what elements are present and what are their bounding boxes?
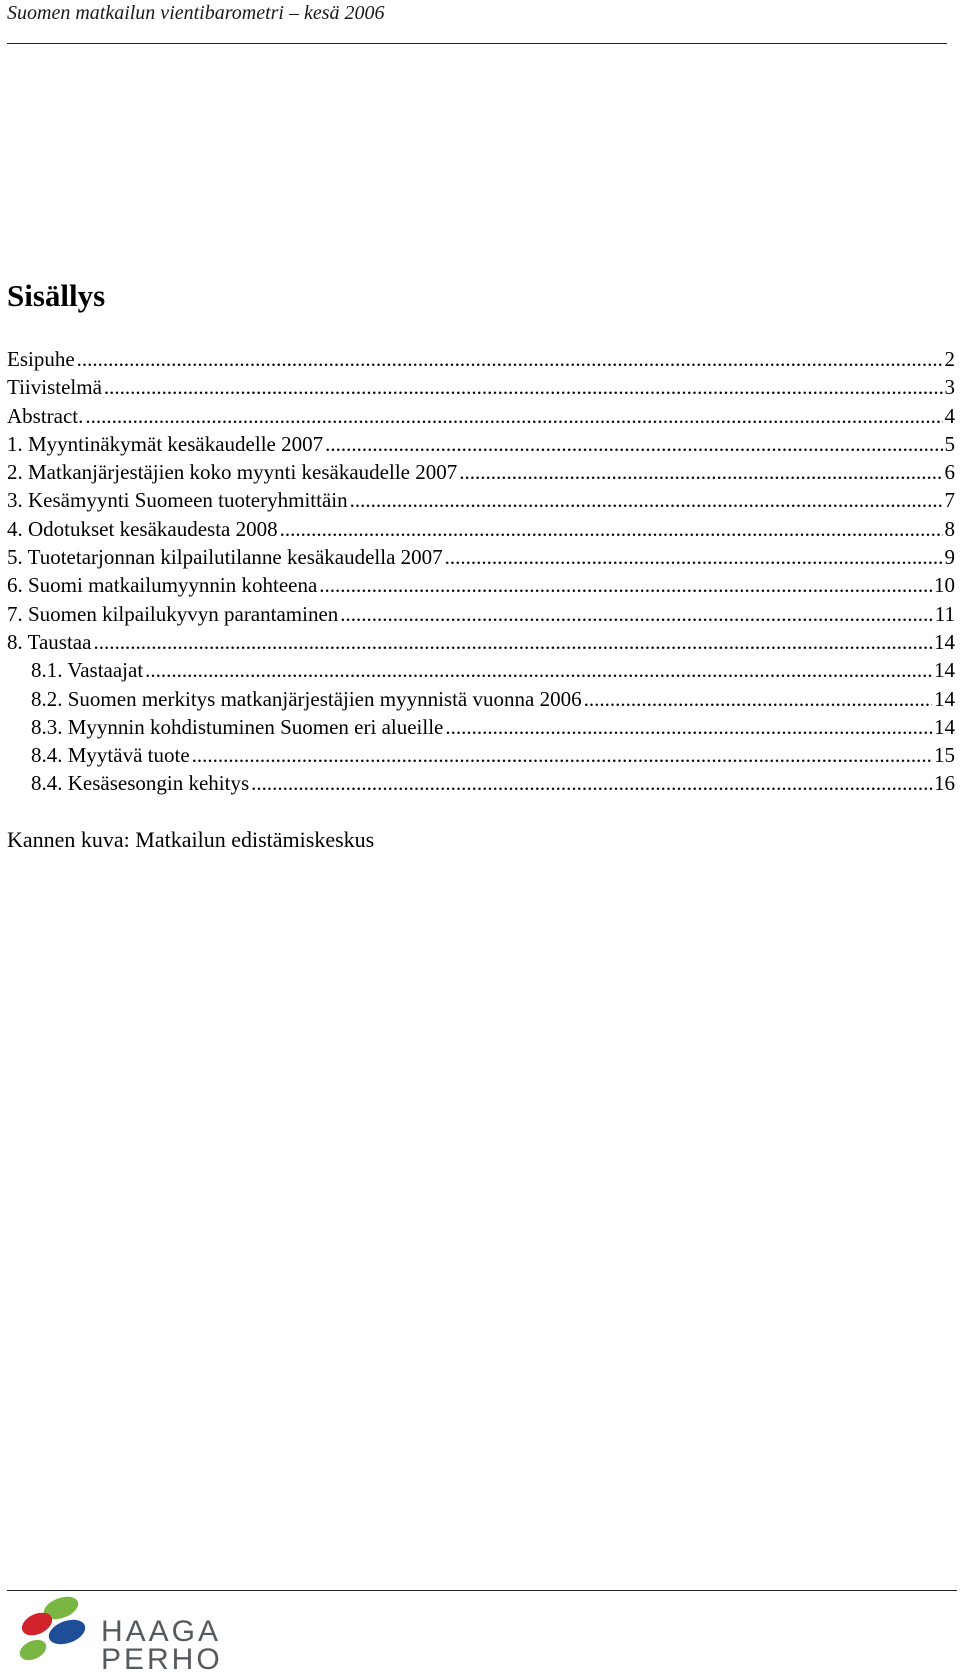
toc-entry[interactable] [7,373,955,401]
toc-entry[interactable] [7,741,955,769]
toc-entry-label: Tiivistelmä [7,375,102,400]
toc-dot-leader [445,543,943,571]
logo-text-line2: PERHO [101,1643,223,1676]
toc-entry-label: Esipuhe [7,347,75,371]
toc-entry-page-number: 14 [934,686,955,711]
toc-entry-page-number: 2 [944,347,955,371]
toc-dot-leader [280,515,943,543]
toc-entry-page-number: 8 [944,516,955,541]
cover-credit: Kannen kuva: Matkailun edistämiskeskus [7,827,375,852]
toc-entry-page-number: 14 [934,714,955,739]
toc-entry[interactable] [7,543,955,571]
toc-dot-leader [93,628,932,656]
toc-entry-page-number: 7 [944,488,955,513]
toc-dot-leader [77,345,943,373]
toc-entry[interactable] [7,486,955,514]
logo-mark-icon [17,1590,97,1667]
toc-dot-leader [319,571,932,599]
toc-entry[interactable] [7,515,955,543]
toc-entry[interactable] [7,600,955,628]
toc-entry-page-number: 5 [944,431,955,456]
toc-entry-label: 8.3. Myynnin kohdistuminen Suomen eri alueille [31,714,444,739]
toc-dot-leader [251,769,932,797]
toc-entry-page-number: 4 [944,403,955,428]
toc-entry-label: 8. Taustaa [7,629,92,654]
toc-entry-page-number: 11 [934,601,955,626]
toc-entry-label: 4. Odotukset kesäkaudesta 2008 [7,516,278,541]
toc-entry-page-number: 10 [934,573,955,598]
toc-entry[interactable] [7,402,955,430]
table-of-contents [7,345,955,798]
toc-entry-page-number: 15 [934,743,955,768]
toc-dot-leader [325,430,942,458]
toc-entry[interactable] [7,656,955,684]
toc-entry-page-number: 14 [934,658,955,683]
toc-dot-leader [145,656,932,684]
toc-entry-page-number: 16 [934,771,955,796]
toc-entry-label: 2. Matkanjärjestäjien koko myynti kesäkaudelle 2007 [7,460,458,485]
toc-entry[interactable] [7,713,955,741]
toc-entry-label: 5. Tuotetarjonnan kilpailutilanne kesäkaudella 2007 [7,545,443,570]
toc-entry[interactable] [7,458,955,486]
toc-entry-label: 8.2. Suomen merkitys matkanjärjestäjien myynnistä vuonna 2006 [31,686,582,711]
toc-dot-leader [459,458,942,486]
header-rule [7,43,947,44]
running-header: Suomen matkailun vientibarometri – kesä 2006 [7,2,385,24]
toc-entry-label: 3. Kesämyynti Suomeen tuoteryhmittäin [7,488,348,513]
toc-title: Sisällys [7,278,106,313]
toc-dot-leader [340,600,932,628]
toc-entry[interactable] [7,685,955,713]
logo-green-leaf-small [17,1636,49,1664]
toc-dot-leader [445,713,932,741]
toc-entry-page-number: 3 [944,375,955,400]
toc-dot-leader [584,685,932,713]
toc-entry[interactable] [7,628,955,656]
toc-entry-label: 8.1. Vastaajat [31,658,144,683]
haaga-perho-logo [17,1590,257,1676]
toc-entry-page-number: 9 [944,545,955,570]
toc-entry-label: 1. Myyntinäkymät kesäkaudelle 2007 [7,431,324,456]
toc-entry[interactable] [7,769,955,797]
toc-entry-label: 6. Suomi matkailumyynnin kohteena [7,573,318,598]
toc-dot-leader [192,741,932,769]
toc-entry-label: 8.4. Myytävä tuote [31,743,190,768]
toc-entry-label: 7. Suomen kilpailukyvyn parantaminen [7,601,339,626]
logo-text-line1: HAAGA [101,1615,222,1648]
toc-entry[interactable] [7,430,955,458]
toc-entry[interactable] [7,345,955,373]
toc-entry-page-number: 14 [934,629,955,654]
toc-dot-leader [350,486,943,514]
toc-entry-page-number: 6 [944,460,955,485]
toc-entry-label: Abstract. [7,403,84,428]
toc-entry[interactable] [7,571,955,599]
toc-dot-leader [104,373,943,401]
toc-entry-label: 8.4. Kesäsesongin kehitys [31,771,250,796]
toc-dot-leader [85,402,942,430]
